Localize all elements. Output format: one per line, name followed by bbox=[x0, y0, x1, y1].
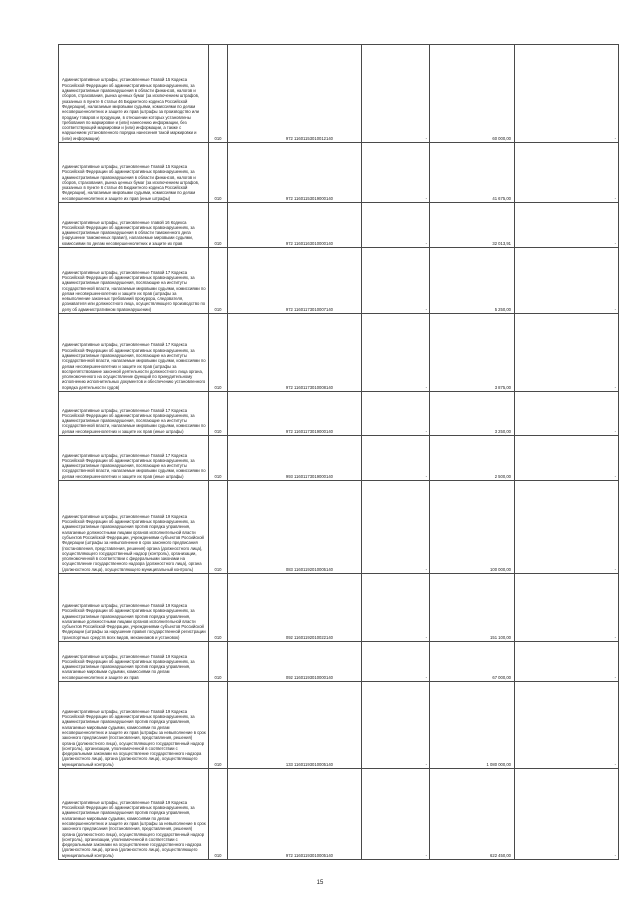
row-rest-cell: - bbox=[515, 682, 619, 769]
row-code-cell: 010 bbox=[209, 436, 228, 481]
table-row bbox=[59, 203, 619, 248]
row-plan-cell: - bbox=[362, 481, 430, 574]
row-kbk-cell: 972 11601173019000140 bbox=[228, 392, 362, 436]
row-amount-cell: 1 080 000,00 bbox=[430, 682, 515, 769]
row-kbk-cell: 972 11601163010000140 bbox=[228, 203, 362, 248]
row-plan-cell: - bbox=[362, 769, 430, 860]
row-amount-cell: 41 675,00 bbox=[430, 143, 515, 203]
row-name-cell: Административные штрафы, установленные Главой 15 Кодекса Российской Федерации об административных правонарушениях, за административные правонарушения в области финансов, налогов и сборов, страхования, рынка ценных бумаг (за исключением штрафов, указанных в пункте 6 статьи 46 Бюджетного кодекса Российской Федерации), налагаемые мировыми судьями, комиссиями по делам несовершеннолетних и защите их прав (иные штрафы) bbox=[59, 143, 209, 203]
row-rest-cell: - bbox=[515, 314, 619, 392]
row-kbk-cell: 972 11601193010005140 bbox=[228, 769, 362, 860]
row-name-cell: Административные штрафы, установленные Главой 17 Кодекса Российской Федерации об административных правонарушениях, за административные правонарушения, посягающие на институты государственной власти, налагаемые мировыми судьями, комиссиями по делам несовершеннолетних и защите их прав (иные штрафы) bbox=[59, 436, 209, 481]
row-plan-cell: - bbox=[362, 436, 430, 481]
row-code-cell: 010 bbox=[209, 682, 228, 769]
row-kbk-cell: 092 11601192010022140 bbox=[228, 574, 362, 642]
row-name-cell: Административные штрафы, установленные Главой 17 Кодекса Российской Федерации об административных правонарушениях, за административные правонарушения, посягающие на институты государственной власти, налагаемые мировыми судьями, комиссиями по делам несовершеннолетних и защите их прав (штрафы за невыполнение законных требований прокурора, следователя, дознавателя или должностного лица, осуществляющего производство по делу об административном правонарушении) bbox=[59, 248, 209, 314]
row-name-cell: Административные штрафы, установленные Главой 19 Кодекса Российской Федерации об административных правонарушениях, за административные правонарушения против порядка управления, налагаемые мировыми судьями, комиссиями по делам несовершеннолетних и защите их прав (штрафы за невыполнение в срок законного предписания (постановления, представления, решения) органа (должностного лица), осуществляющего государственный надзор (контроль), организации, уполномоченной в соответствии с федеральными законами на осуществление государственного надзора (должностного лица), органа (должностного лица), осуществляющего муниципальный контроль) bbox=[59, 682, 209, 769]
table-row bbox=[59, 248, 619, 314]
row-amount-cell: 100 000,00 bbox=[430, 481, 515, 574]
row-plan-cell: - bbox=[362, 203, 430, 248]
row-rest-cell: - bbox=[515, 481, 619, 574]
row-amount-cell: 3 250,00 bbox=[430, 392, 515, 436]
row-kbk-cell: 133 11601193010005140 bbox=[228, 682, 362, 769]
row-plan-cell: - bbox=[362, 143, 430, 203]
row-kbk-cell: 972 11601153010012140 bbox=[228, 45, 362, 143]
row-rest-cell: - bbox=[515, 574, 619, 642]
row-name-cell: Административные штрафы, установленные Главой 19 Кодекса Российской Федерации об административных правонарушениях, за административные правонарушения против порядка управления, налагаемые должностными лицами органов исполнительной власти субъектов Российской Федерации, учреждениями субъектов Российской Федерации (штрафы за нарушение правил государственной регистрации транспортных средств всех видов, механизмов и установок) bbox=[59, 574, 209, 642]
row-name-cell: Административные штрафы, установленные Главой 15 Кодекса Российской Федерации об административных правонарушениях, за административные правонарушения в области финансов, налогов и сборов, страхования, рынка ценных бумаг (за исключением штрафов, указанных в пункте 6 статьи 46 Бюджетного кодекса Российской Федерации), налагаемые мировыми судьями, комиссиями по делам несовершеннолетних и защите их прав (штрафы за производство или продажу товаров и продукции, в отношении которых установлены требования по маркировке и (или) нанесению информации, без соответствующей маркировки и (или) информации, а также с нарушением установленного порядка нанесения такой маркировки и (или) информации) bbox=[59, 45, 209, 143]
row-amount-cell: 32 013,91 bbox=[430, 203, 515, 248]
revenue-table bbox=[58, 44, 619, 860]
row-code-cell: 010 bbox=[209, 314, 228, 392]
row-amount-cell: 60 000,00 bbox=[430, 45, 515, 143]
table-row bbox=[59, 481, 619, 574]
row-amount-cell: 151 100,00 bbox=[430, 574, 515, 642]
row-kbk-cell: 993 11601173019000140 bbox=[228, 436, 362, 481]
row-name-cell: Административные штрафы, установленные Главой 19 Кодекса Российской Федерации об административных правонарушениях, за административные правонарушения против порядка управления, налагаемые должностными лицами органов исполнительной власти субъектов Российской Федерации, учреждениями субъектов Российской Федерации (штрафы за невыполнение в срок законного предписания (постановления, представления, решения) органа (должностного лица), осуществляющего государственный надзор (контроль), организации, уполномоченной в соответствии с федеральными законами на осуществление государственного надзора (должностного лица), органа (должностного лица), осуществляющего муниципальный контроль) bbox=[59, 481, 209, 574]
row-rest-cell: - bbox=[515, 436, 619, 481]
row-rest-cell: - bbox=[515, 642, 619, 682]
page-number: 15 bbox=[316, 880, 324, 886]
row-rest-cell: - bbox=[515, 203, 619, 248]
row-plan-cell: - bbox=[362, 248, 430, 314]
row-code-cell: 010 bbox=[209, 642, 228, 682]
table-row bbox=[59, 436, 619, 481]
row-code-cell: 010 bbox=[209, 143, 228, 203]
row-kbk-cell: 972 11601153019000140 bbox=[228, 143, 362, 203]
row-name-cell: Административные штрафы, установленные Главой 19 Кодекса Российской Федерации об административных правонарушениях, за административные правонарушения против порядка управления, налагаемые мировыми судьями, комиссиями по делам несовершеннолетних и защите их прав bbox=[59, 642, 209, 682]
row-amount-cell: 3 875,00 bbox=[430, 314, 515, 392]
row-code-cell: 010 bbox=[209, 481, 228, 574]
row-plan-cell: - bbox=[362, 314, 430, 392]
row-rest-cell: - bbox=[515, 45, 619, 143]
row-kbk-cell: 972 11601173010007140 bbox=[228, 248, 362, 314]
row-plan-cell: - bbox=[362, 392, 430, 436]
row-kbk-cell: 972 11601173010008140 bbox=[228, 314, 362, 392]
row-plan-cell: - bbox=[362, 574, 430, 642]
row-kbk-cell: 092 11601193010000140 bbox=[228, 642, 362, 682]
row-amount-cell: 622 450,00 bbox=[430, 769, 515, 860]
row-rest-cell: - bbox=[515, 392, 619, 436]
row-amount-cell: 2 500,00 bbox=[430, 436, 515, 481]
table-row bbox=[59, 682, 619, 769]
row-kbk-cell: 083 11601192010005140 bbox=[228, 481, 362, 574]
row-plan-cell: - bbox=[362, 642, 430, 682]
row-amount-cell: 67 000,00 bbox=[430, 642, 515, 682]
table-row bbox=[59, 642, 619, 682]
row-amount-cell: 5 250,00 bbox=[430, 248, 515, 314]
row-plan-cell: - bbox=[362, 682, 430, 769]
row-code-cell: 010 bbox=[209, 203, 228, 248]
row-code-cell: 010 bbox=[209, 248, 228, 314]
row-rest-cell: - bbox=[515, 769, 619, 860]
table-row bbox=[59, 314, 619, 392]
row-rest-cell: - bbox=[515, 248, 619, 314]
table-row bbox=[59, 45, 619, 143]
table-row bbox=[59, 143, 619, 203]
row-code-cell: 010 bbox=[209, 392, 228, 436]
table-row bbox=[59, 574, 619, 642]
row-name-cell: Административные штрафы, установленные главой 16 Кодекса Российской Федерации об административных правонарушениях, за административные правонарушения в области таможенного дела (нарушение таможенных правил), налагаемые мировыми судьями, комиссиями по делам несовершеннолетних и защите их прав bbox=[59, 203, 209, 248]
row-name-cell: Административные штрафы, установленные Главой 19 Кодекса Российской Федерации об административных правонарушениях, за административные правонарушения против порядка управления, налагаемые мировыми судьями, комиссиями по делам несовершеннолетних и защите их прав (штрафы за невыполнение в срок законного предписания (постановления, представления, решения) органа (должностного лица), осуществляющего государственный надзор (контроль), организации, уполномоченной в соответствии с федеральными законами на осуществление государственного надзора (должностного лица), органа (должностного лица), осуществляющего муниципальный контроль) bbox=[59, 769, 209, 860]
row-code-cell: 010 bbox=[209, 574, 228, 642]
row-code-cell: 010 bbox=[209, 769, 228, 860]
row-name-cell: Административные штрафы, установленные Главой 17 Кодекса Российской Федерации об административных правонарушениях, за административные правонарушения, посягающие на институты государственной власти, налагаемые мировыми судьями, комиссиями по делам несовершеннолетних и защите их прав (иные штрафы) bbox=[59, 392, 209, 436]
row-name-cell: Административные штрафы, установленные Главой 17 Кодекса Российской Федерации об административных правонарушениях, за административные правонарушения, посягающие на институты государственной власти, налагаемые мировыми судьями, комиссиями по делам несовершеннолетних и защите их прав (штрафы за воспрепятствование законной деятельности должностного лица органа, уполномоченного на осуществление функций по принудительному исполнению исполнительных документов и обеспечению установленного порядка деятельности судов) bbox=[59, 314, 209, 392]
row-plan-cell: - bbox=[362, 45, 430, 143]
table-row bbox=[59, 392, 619, 436]
row-rest-cell: - bbox=[515, 143, 619, 203]
table-row bbox=[59, 769, 619, 860]
row-code-cell: 010 bbox=[209, 45, 228, 143]
